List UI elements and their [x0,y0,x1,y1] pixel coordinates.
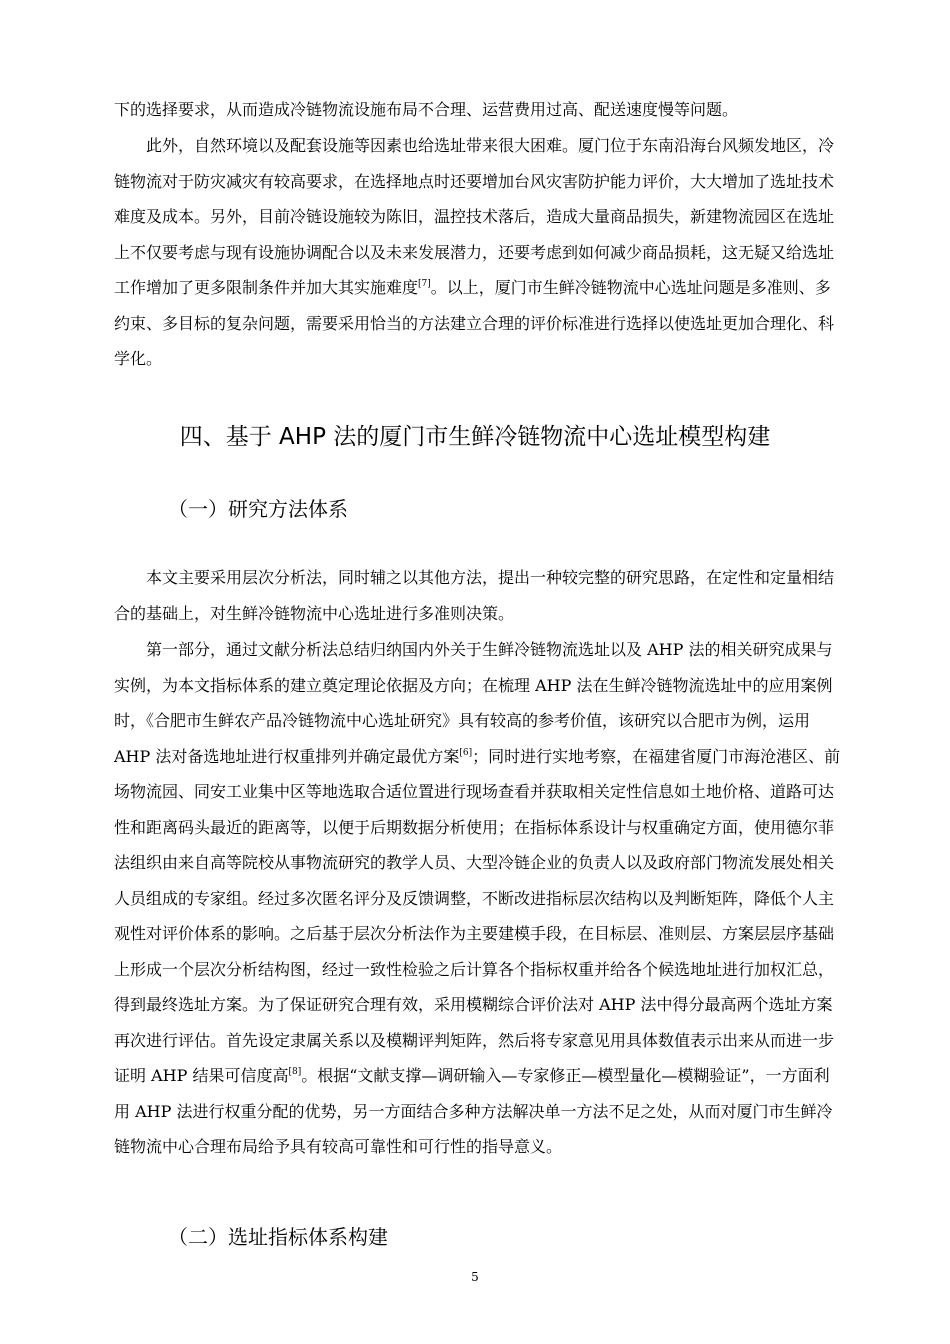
paragraph-part-one [114,632,864,1165]
text-line: 约束、多目标的复杂问题，需要采用恰当的方法建立合理的评价标准进行选择以使选址更加合理化、科 [114,313,835,333]
text-line: 再次进行评估。首先设定隶属关系以及模糊评判矩阵，然后将专家意见用具体数值表示出来从而进一步 [114,1030,835,1050]
text-segment: 证明 AHP 结果可信度高 [114,1066,289,1085]
text-segment: ；同时进行实地考察，在福建省厦门市海沧港区、前 [472,746,841,766]
paragraph-continued [114,92,864,128]
text-line [114,1058,864,1094]
text-line [114,270,864,306]
text-line: 下的选择要求，从而造成冷链物流设施布局不合理、运营费用过高、配送速度慢等问题。 [114,100,739,119]
citation-ref: [7] [418,279,431,289]
page-number: 5 [471,1270,479,1284]
section-heading-four: 四、基于 AHP 法的厦门市生鲜冷链物流中心选址模型构建 [179,424,771,450]
text-line: 第一部分，通过文献分析法总结归纳国内外关于生鲜冷链物流选址以及 AHP 法的相关研究成果与 [146,640,833,659]
text-line [114,739,864,775]
text-segment: 。以上，厦门市生鲜冷链物流中心选址问题是多准则、多 [430,278,831,297]
text-line: 观性对评价体系的影响。之后基于层次分析法作为主要建模手段，在目标层、准则层、方案层层序基础 [114,924,835,943]
text-line: 学化。 [114,349,163,368]
text-line: 性和距离码头最近的距离等，以便于后期数据分析使用；在指标体系设计与权重确定方面，使用德尔菲 [114,817,835,837]
text-segment: 。根据“文献支撑—调研输入—专家修正—模型量化—模糊验证”，一方面利 [301,1066,830,1085]
text-line: 本文主要采用层次分析法，同时辅之以其他方法，提出一种较完整的研究思路，在定性和定量相结 [146,568,835,587]
paragraph-environment [114,128,864,377]
text-segment: 工作增加了更多限制条件并加大其实施难度 [114,278,419,297]
text-line: 得到最终选址方案。为了保证研究合理有效，采用模糊综合评价法对 AHP 法中得分最高两个选址方案 [114,995,833,1014]
text-line: 上不仅要考虑与现有设施协调配合以及未来发展潜力，还要考虑到如何减少商品损耗，这无疑又给选址 [114,242,835,262]
text-line: 此外，自然环境以及配套设施等因素也给选址带来很大困难。厦门位于东南沿海台风频发地区，冷 [146,136,835,155]
paragraph-method [114,560,864,631]
subsection-heading-one: （一）研究方法体系 [168,497,348,521]
text-line: 人员组成的专家组。经过多次匿名评分及反馈调整，不断改进指标层次结构以及判断矩阵，降低个人主 [114,888,835,908]
subsection-heading-two: （二）选址指标体系构建 [168,1225,388,1249]
citation-ref: [6] [459,747,473,758]
citation-ref: [8] [288,1067,302,1077]
text-line: 场物流园、同安工业集中区等地选取合适位置进行现场查看并获取相关定性信息如土地价格、道路可达 [114,782,835,801]
text-line: 时，《合肥市生鲜农产品冷链物流中心选址研究》具有较高的参考价值，该研究以合肥市为例，运用 [114,711,811,730]
text-line: 实例，为本文指标体系的建立奠定理论依据及方向；在梳理 AHP 法在生鲜冷链物流选址中的应用案例 [114,675,833,695]
text-line: 法组织由来自高等院校从事物流研究的教学人员、大型冷链企业的负责人以及政府部门物流发展处相关 [114,853,835,872]
text-line: 上形成一个层次分析结构图，经过一致性检验之后计算各个指标权重并给各个候选地址进行加权汇总， [114,959,835,979]
text-line: 用 AHP 法进行权重分配的优势，另一方面结合多种方法解决单一方法不足之处，从而对厦门市生鲜冷 [114,1101,833,1121]
text-line: 链物流中心合理布局给予具有较高可靠性和可行性的指导意义。 [114,1137,563,1156]
text-line: 难度及成本。另外，目前冷链设施较为陈旧，温控技术落后，造成大量商品损失，新建物流园区在选址 [114,207,835,226]
text-line: 合的基础上，对生鲜冷链物流中心选址进行多准则决策。 [114,603,515,623]
text-line: 链物流对于防灾减灾有较高要求，在选择地点时还要增加台风灾害防护能力评价，大大增加了选址技术 [114,171,835,191]
text-segment: AHP 法对备选地址进行权重排列并确定最优方案 [114,746,460,766]
